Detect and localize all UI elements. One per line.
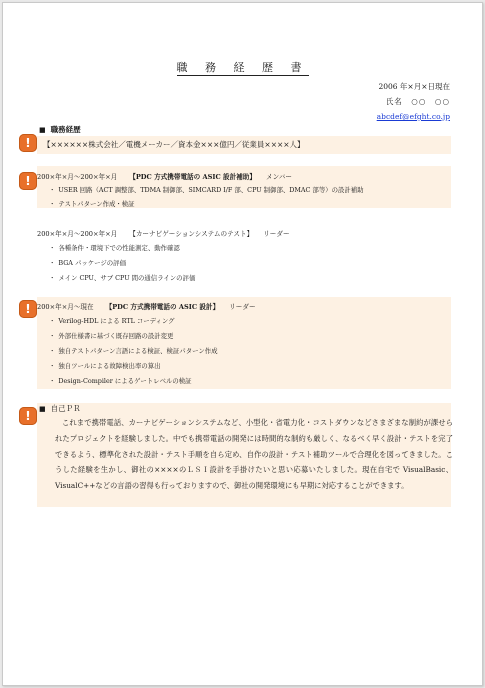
square-bullet-icon: ■ (39, 125, 46, 134)
list-item: ・ テストパターン作成・検証 (49, 200, 135, 208)
career-block-3-title: 200×年×月〜現在 【PDC 方式携帯電話の ASIC 設計】 リーダー (37, 303, 256, 311)
pr-paragraph: これまで携帯電話、カーナビゲーションシステムなど、小型化・省電力化・コストダウンなどさまざまな制約が課せられたプロジェクトを経験しました。中でも携帯電話の開発には時間的な制約も厳しく、なるべく早く設計・テストを完了できるよう、標準化された設計・テスト手順を自ら定め、自作の設計・テスト補助ツールで合理化を図ってきました。こうした経験を生かし、御社の××××のＬＳＩ設計を手掛けたいと思い応募いたしました。現在自宅で VisualBasic、VisualC++などの言語の習得も行っておりますので、御社の開発環境にも早期に対応することができます。 (55, 418, 453, 491)
list-item: ・ Design-Compiler によるゲートレベルの検証 (49, 377, 192, 385)
list-item: ・ BGA パッケージの評価 (49, 259, 126, 267)
document-date: 2006 年×月×日現在 (378, 82, 450, 91)
exclamation-icon: ! (19, 300, 37, 318)
document-page (2, 2, 483, 686)
career-heading: ■ 職務経歴 (39, 125, 81, 134)
email-link[interactable]: abcdef@efght.co.jp (376, 112, 450, 121)
pr-heading: ■ 自己ＰＲ (39, 404, 81, 413)
list-item: ・ メイン CPU、サブ CPU 間の通信ラインの評価 (49, 274, 196, 282)
square-bullet-icon: ■ (39, 405, 46, 413)
list-item: ・ 各種条件・環境下での性能測定、動作確認 (49, 244, 180, 252)
list-item: ・ Verilog-HDL による RTL コーディング (49, 317, 175, 325)
exclamation-icon: ! (19, 134, 37, 152)
exclamation-icon: ! (19, 407, 37, 425)
list-item: ・ 独自ツールによる故障検出率の算出 (49, 362, 161, 370)
list-item: ・ 独自テストパターン言語による検証、検証パターン作成 (49, 347, 218, 355)
exclamation-icon: ! (19, 172, 37, 190)
list-item: ・ 外部仕様書に基づく既存回路の設計変更 (49, 332, 174, 340)
list-item: ・ USER 回路（ACT 調整部、TDMA 制御部、SIMCARD I/F 部、CPU 制御部、DMAC 部等）の設計補助 (49, 186, 364, 194)
applicant-name: 氏名 ○○ ○○ (385, 97, 450, 106)
company-line: 【××××××株式会社／電機メーカー／資本金×××億円／従業員××××人】 (43, 140, 305, 149)
career-block-2-title: 200×年×月〜200×年×月 【カーナビゲーションシステムのテスト】 リーダー (37, 230, 290, 238)
document-title: 職 務 経 歴 書 (176, 61, 309, 74)
career-block-1-title: 200×年×月〜200×年×月 【PDC 方式携帯電話の ASIC 設計補助】 メンバー (37, 173, 292, 181)
